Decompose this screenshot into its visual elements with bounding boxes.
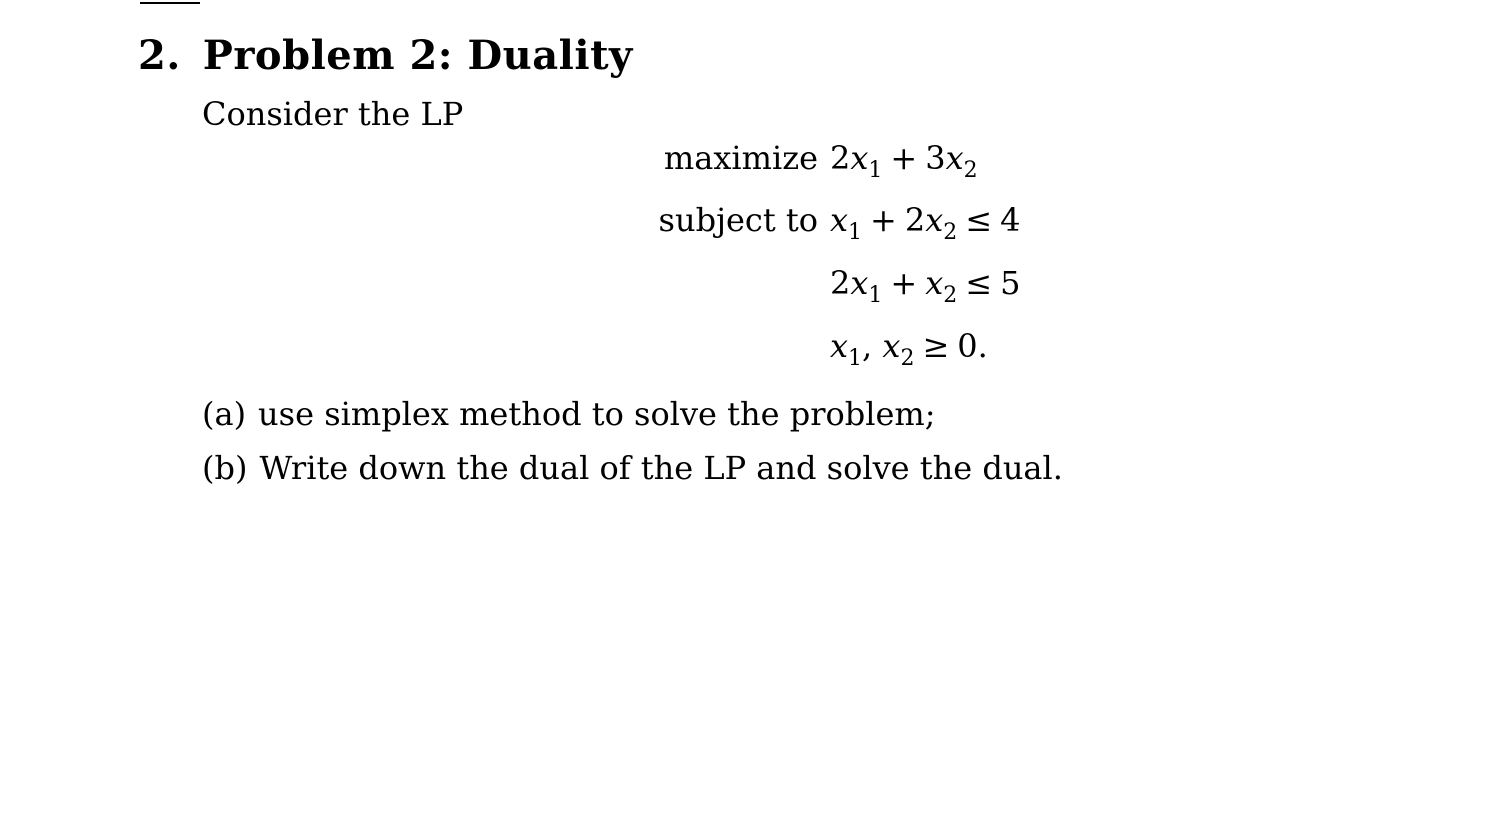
nonnegativity-expression: $x_1$, $x_2 \ge 0$. bbox=[830, 327, 988, 371]
objective-label: maximize bbox=[663, 139, 818, 177]
section-number: 2. bbox=[138, 32, 181, 79]
objective-expression: $2x_1 + 3x_2$ bbox=[830, 139, 978, 183]
lp-objective-row bbox=[0, 138, 1486, 183]
intro-text: Consider the LP bbox=[202, 95, 464, 133]
section-heading bbox=[138, 32, 633, 80]
lp-nonnegativity-row bbox=[0, 326, 1486, 371]
part-b-tag: (b) bbox=[202, 449, 248, 487]
lp-constraint-row-1 bbox=[0, 200, 1486, 245]
constraint-1-expression: $x_1 + 2x_2 \le 4$ bbox=[830, 201, 1021, 245]
section-title: Problem 2: Duality bbox=[202, 32, 633, 79]
part-a bbox=[202, 395, 936, 433]
lp-constraint-row-2 bbox=[0, 263, 1486, 308]
part-b-text: Write down the dual of the LP and solve the dual. bbox=[259, 449, 1063, 487]
constraint-2-expression: $2x_1 + x_2 \le 5$ bbox=[830, 264, 1021, 308]
page-top-rule bbox=[140, 0, 200, 4]
part-a-text: use simplex method to solve the problem; bbox=[258, 395, 936, 433]
part-a-tag: (a) bbox=[202, 395, 247, 433]
constraints-label: subject to bbox=[658, 201, 818, 239]
part-b bbox=[202, 449, 1063, 487]
